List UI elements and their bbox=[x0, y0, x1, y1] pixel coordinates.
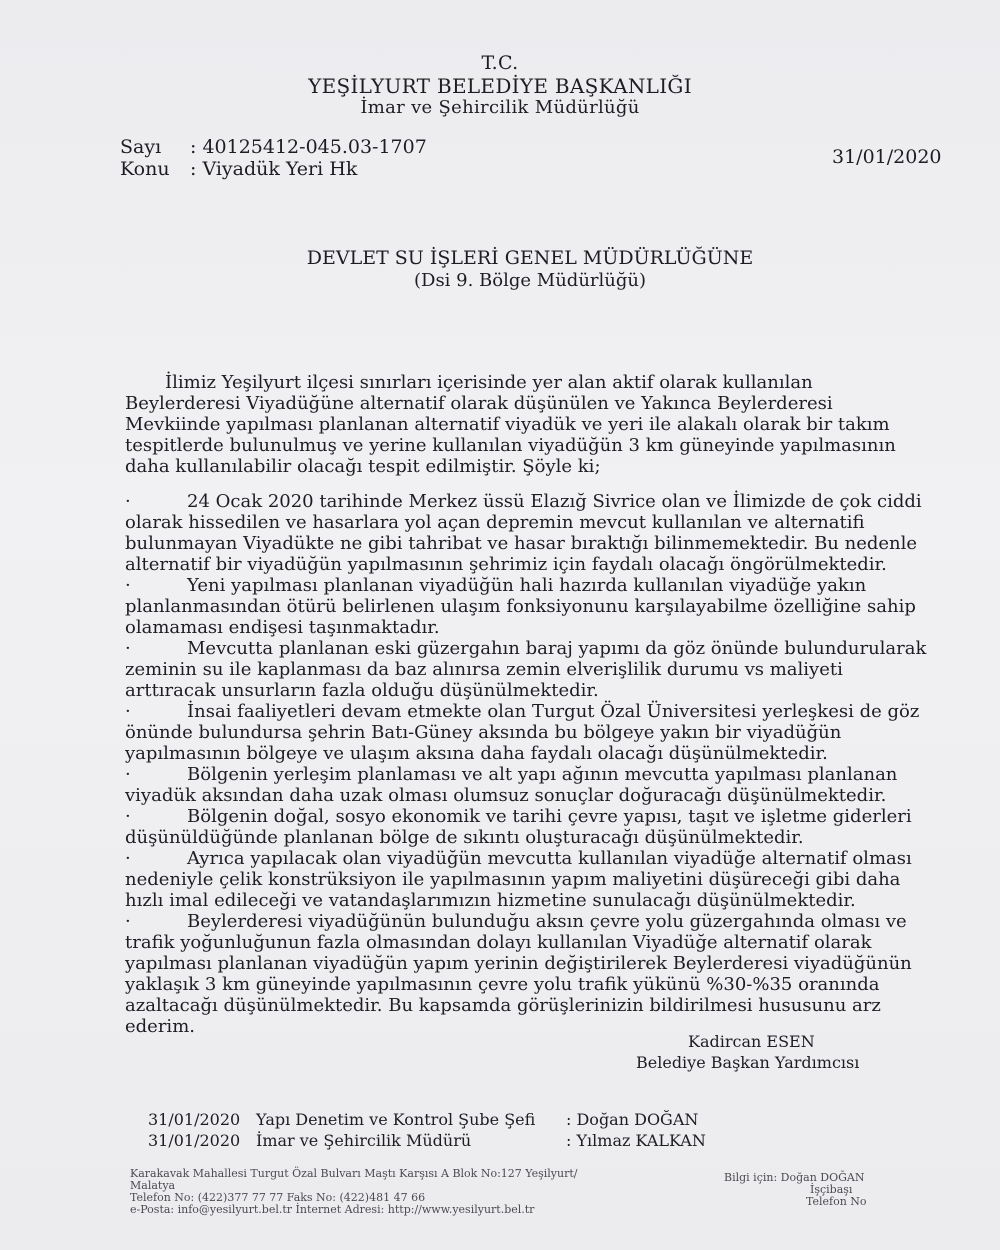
body-line bbox=[125, 617, 915, 638]
body-text: yaklaşık 3 km güneyinde yapılmasının çevre yolu trafik yükünü %30-%35 oranında bbox=[125, 974, 880, 995]
body-line bbox=[125, 932, 915, 953]
bullet-marker: · bbox=[125, 848, 131, 869]
distribution-role-1: Yapı Denetim ve Kontrol Şube Şefi bbox=[256, 1110, 536, 1129]
body-line bbox=[125, 680, 915, 701]
footer-info-phone: Telefon No bbox=[806, 1195, 867, 1208]
signatory-name: Kadircan ESEN bbox=[688, 1032, 815, 1051]
bullet-marker: · bbox=[125, 575, 131, 596]
sayi-value: : 40125412-045.03-1707 bbox=[190, 136, 427, 158]
body-line bbox=[125, 743, 915, 764]
body-text: hızlı imal edileceği ve vatandaşlarımızın hizmetine sunulacağı düşünülmektedir. bbox=[125, 890, 856, 911]
body-line bbox=[125, 659, 915, 680]
distribution-role-2: İmar ve Şehircilik Müdürü bbox=[256, 1131, 472, 1150]
bullet-line bbox=[125, 701, 920, 722]
body-text: Mevcutta planlanan eski güzergahın baraj yapımı da göz önünde bulundurularak bbox=[187, 638, 927, 659]
konu-label: Konu bbox=[120, 158, 170, 180]
distribution-name-1: : Doğan DOĞAN bbox=[566, 1110, 699, 1129]
bullet-line bbox=[125, 491, 922, 512]
body-text: Bölgenin doğal, sosyo ekonomik ve tarihi çevre yapısı, taşıt ve işletme giderleri bbox=[187, 806, 912, 827]
body-line bbox=[125, 554, 915, 575]
body-line bbox=[125, 512, 915, 533]
distribution-name-2: : Yılmaz KALKAN bbox=[566, 1131, 706, 1150]
bullet-marker: · bbox=[125, 911, 131, 932]
body-line bbox=[125, 533, 918, 554]
body-text: Beylerderesi viyadüğünün bulunduğu aksın çevre yolu güzergahında olması ve bbox=[187, 911, 907, 932]
footer-email: e-Posta: info@yesilyurt.bel.tr İnternet Adresi: http://www.yesilyurt.bel.tr bbox=[130, 1203, 535, 1216]
bullet-line bbox=[125, 911, 915, 932]
body-text: Beylerderesi Viyadüğüne alternatif olarak düşünülen ve Yakınca Beylerderesi bbox=[125, 393, 833, 414]
bullet-line bbox=[125, 764, 915, 785]
bullet-marker: · bbox=[125, 806, 131, 827]
body-text: düşünüldüğünde planlanan bölge de sıkıntı oluşturacağı düşünülmektedir. bbox=[125, 827, 804, 848]
body-text: İnsai faaliyetleri devam etmekte olan Turgut Özal Üniversitesi yerleşkesi de göz bbox=[187, 701, 920, 722]
footer-info-contact: Bilgi için: Doğan DOĞAN bbox=[724, 1171, 865, 1184]
body-line bbox=[125, 785, 915, 806]
body-text: Bölgenin yerleşim planlaması ve alt yapı ağının mevcutta yapılması planlanan bbox=[187, 764, 898, 785]
body-line bbox=[125, 456, 915, 477]
distribution-date-2: 31/01/2020 bbox=[148, 1131, 241, 1150]
letterhead-department: İmar ve Şehircilik Müdürlüğü bbox=[360, 97, 640, 118]
body-text: İlimiz Yeşilyurt ilçesi sınırları içerisinde yer alan aktif olarak kullanılan bbox=[165, 372, 813, 393]
sayi-label: Sayı bbox=[120, 136, 162, 158]
body-text: azaltacağı düşünülmektedir. Bu kapsamda görüşlerinizin bildirilmesi hususunu arz bbox=[125, 995, 881, 1016]
body-text: bulunmayan Viyadükte ne gibi tahribat ve hasar bıraktığı bilinmemektedir. Bu nedenle bbox=[125, 533, 918, 554]
body-text: olamaması endişesi taşınmaktadır. bbox=[125, 617, 440, 638]
letterhead-tc: T.C. bbox=[481, 52, 519, 74]
body-line bbox=[125, 393, 915, 414]
body-text: yapılması planlanan viyadüğün yapım yerinin değiştirilerek Beylerderesi viyadüğünün bbox=[125, 953, 912, 974]
body-text: önünde bulundursa şehrin Batı-Güney aksında bu bölgeye yakın bir viyadüğün bbox=[125, 722, 842, 743]
paragraph-gap bbox=[125, 477, 915, 491]
body-text: 24 Ocak 2020 tarihinde Merkez üssü Elazığ Sivrice olan ve İlimizde de çok ciddi bbox=[187, 491, 922, 512]
body-line bbox=[125, 953, 915, 974]
body-text: arttıracak unsurların fazla olduğu düşünülmektedir. bbox=[125, 680, 599, 701]
bullet-marker: · bbox=[125, 491, 131, 512]
body-text: zeminin su ile kaplanması da baz alınırsa zemin elverişlilik durumu vs maliyeti bbox=[125, 659, 843, 680]
footer-phone: Telefon No: (422)377 77 77 Faks No: (422)481 47 66 bbox=[130, 1191, 426, 1204]
bullet-marker: · bbox=[125, 701, 131, 722]
body-line bbox=[125, 995, 915, 1016]
recipient-title: DEVLET SU İŞLERİ GENEL MÜDÜRLÜĞÜNE bbox=[306, 247, 754, 269]
bullet-marker: · bbox=[125, 638, 131, 659]
body-text: ederim. bbox=[125, 1016, 195, 1037]
document-date: 31/01/2020 bbox=[832, 146, 942, 168]
body-text: nedeniyle çelik konstrüksiyon ile yapılmasının yapım maliyetini düşüreceği gibi daha bbox=[125, 869, 901, 890]
body-line bbox=[125, 827, 915, 848]
body-line bbox=[125, 722, 915, 743]
body-text: yapılmasının bölgeye ve ulaşım aksına daha faydalı olacağı düşünülmektedir. bbox=[125, 743, 828, 764]
body-text: tespitlerde bulunulmuş ve yerine kullanılan viyadüğün 3 km güneyinde yapılmasının bbox=[125, 435, 896, 456]
bullet-line bbox=[125, 848, 915, 869]
body-text: viyadük aksından daha uzak olması olumsuz sonuçlar doğuracağı düşünülmektedir. bbox=[125, 785, 887, 806]
footer-address-line-1: Karakavak Mahallesi Turgut Özal Bulvarı Maştı Karşısı A Blok No:127 Yeşilyurt/ bbox=[130, 1167, 578, 1180]
body-text: Yeni yapılması planlanan viyadüğün hali hazırda kullanılan viyadüğe yakın bbox=[187, 575, 867, 596]
body-line bbox=[125, 414, 915, 435]
body-text: olarak hissedilen ve hasarlara yol açan depremin mevcut kullanılan ve alternatifi bbox=[125, 512, 865, 533]
body-text: Mevkiinde yapılması planlanan alternatif viyadük ve yeri ile alakalı olarak bir takım bbox=[125, 414, 890, 435]
recipient-subtitle: (Dsi 9. Bölge Müdürlüğü) bbox=[413, 270, 646, 291]
bullet-marker: · bbox=[125, 764, 131, 785]
body-line bbox=[125, 435, 915, 456]
letterhead-organization: YEŞİLYURT BELEDİYE BAŞKANLIĞI bbox=[308, 74, 692, 98]
body-text: Ayrıca yapılacak olan viyadüğün mevcutta kullanılan viyadüğe alternatif olması bbox=[187, 848, 912, 869]
body-line bbox=[125, 869, 915, 890]
distribution-date-1: 31/01/2020 bbox=[148, 1110, 241, 1129]
footer-address-line-2: Malatya bbox=[130, 1179, 176, 1192]
body-line bbox=[125, 890, 915, 911]
body-text: planlanmasından ötürü belirlenen ulaşım fonksiyonunu karşılayabilme özelliğine sahip bbox=[125, 596, 916, 617]
body-line bbox=[125, 596, 915, 617]
letter-body bbox=[125, 372, 927, 1037]
footer-info-role: İşçibaşı bbox=[810, 1183, 853, 1196]
signatory-title: Belediye Başkan Yardımcısı bbox=[636, 1053, 860, 1072]
body-line bbox=[125, 974, 915, 995]
konu-value: : Viyadük Yeri Hk bbox=[190, 158, 358, 180]
body-line bbox=[125, 372, 915, 393]
bullet-line bbox=[125, 638, 927, 659]
bullet-line bbox=[125, 575, 915, 596]
body-text: trafik yoğunluğunun fazla olmasından dolayı kullanılan Viyadüğe alternatif olarak bbox=[125, 932, 872, 953]
body-text: daha kullanılabilir olacağı tespit edilmiştir. Şöyle ki; bbox=[125, 456, 601, 477]
body-text: alternatif bir viyadüğün yapılmasının şehrimiz için faydalı olacağı öngörülmektedir. bbox=[125, 554, 887, 575]
bullet-line bbox=[125, 806, 915, 827]
